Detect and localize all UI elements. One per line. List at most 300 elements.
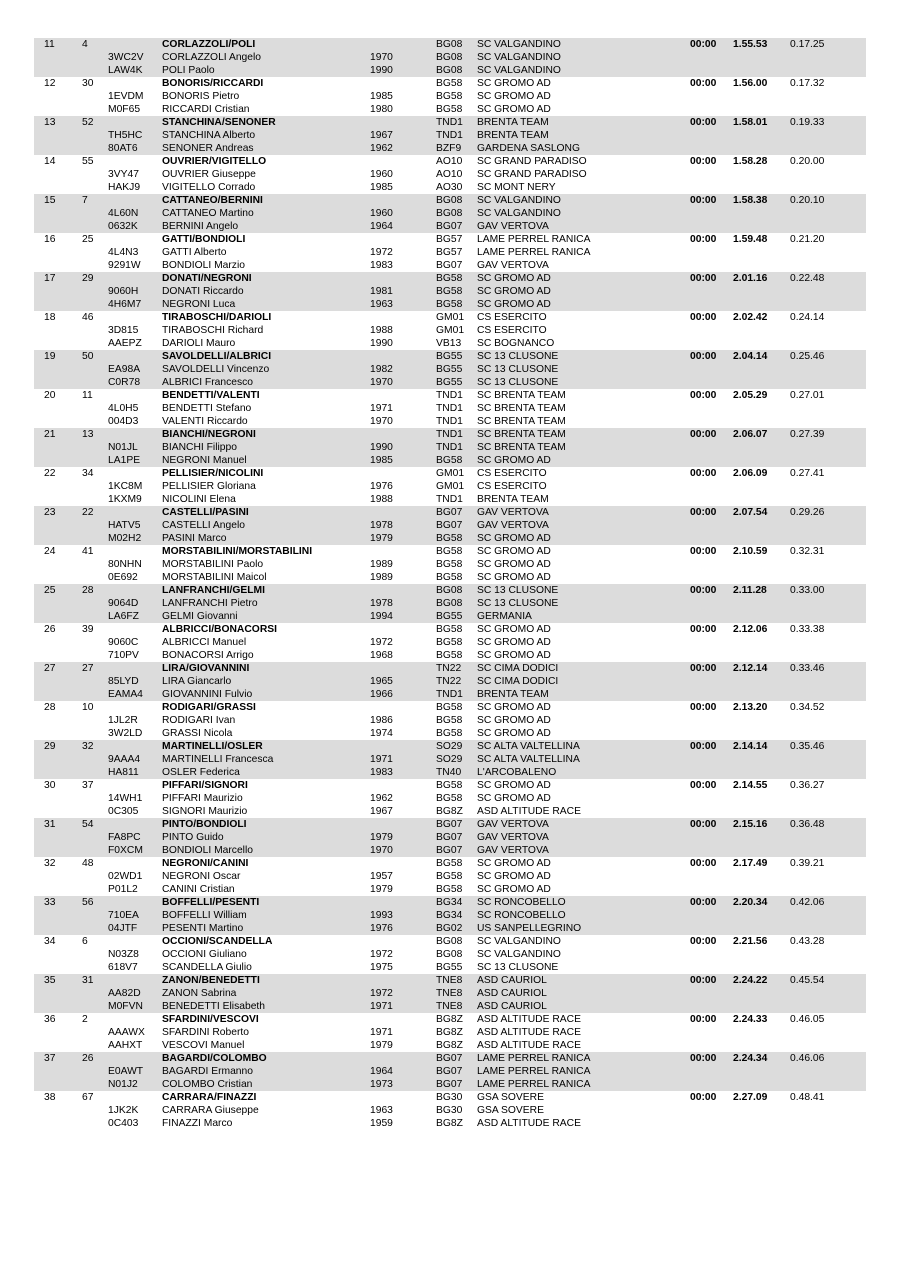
- birth-year: 1970: [370, 845, 393, 856]
- society-name: GAV VERTOVA: [477, 520, 549, 531]
- athlete-code: EA98A: [108, 364, 141, 375]
- society-name: SC 13 CLUSONE: [477, 364, 559, 375]
- athlete-code: N03Z8: [108, 949, 139, 960]
- birth-year: 1979: [370, 884, 393, 895]
- athlete-name: RODIGARI Ivan: [162, 715, 236, 726]
- bib-number: 34: [82, 468, 94, 479]
- bib-number: 52: [82, 117, 94, 128]
- athlete-row: [34, 948, 866, 961]
- team-name: PELLISIER/NICOLINI: [162, 468, 264, 479]
- team-name: OUVRIER/VIGITELLO: [162, 156, 267, 167]
- athlete-name: MORSTABILINI Maicol: [162, 572, 267, 583]
- bib-number: 55: [82, 156, 94, 167]
- birth-year: 1962: [370, 143, 393, 154]
- club-code: TN40: [436, 767, 462, 778]
- athlete-name: VIGITELLO Corrado: [162, 182, 256, 193]
- club-code: BG58: [436, 299, 463, 310]
- team-entry: [34, 623, 866, 662]
- society-name: SC ALTA VALTELLINA: [477, 754, 580, 765]
- time-gap: 0.34.52: [790, 702, 825, 713]
- team-name: BIANCHI/NEGRONI: [162, 429, 256, 440]
- team-name: SAVOLDELLI/ALBRICI: [162, 351, 272, 362]
- club-code: BG55: [436, 962, 463, 973]
- athlete-code: 710EA: [108, 910, 139, 921]
- start-time: 00:00: [690, 234, 717, 245]
- start-time: 00:00: [690, 1014, 717, 1025]
- club-code: BG58: [436, 572, 463, 583]
- bib-number: 25: [82, 234, 94, 245]
- athlete-row: [34, 766, 866, 779]
- birth-year: 1967: [370, 130, 393, 141]
- athlete-code: N01J2: [108, 1079, 138, 1090]
- athlete-name: BOFFELLI William: [162, 910, 247, 921]
- club-code: TNE8: [436, 1001, 463, 1012]
- athlete-row: [34, 675, 866, 688]
- athlete-row: [34, 1039, 866, 1052]
- athlete-row: [34, 922, 866, 935]
- athlete-name: CANINI Cristian: [162, 884, 235, 895]
- club-code: BG57: [436, 234, 463, 245]
- club-code: BG58: [436, 533, 463, 544]
- society-name: SC GROMO AD: [477, 286, 551, 297]
- athlete-code: 4L60N: [108, 208, 139, 219]
- team-entry: [34, 545, 866, 584]
- total-time: 2.13.20: [733, 702, 768, 713]
- club-code: BG58: [436, 559, 463, 570]
- time-gap: 0.27.01: [790, 390, 825, 401]
- time-gap: 0.20.10: [790, 195, 825, 206]
- society-name: GSA SOVERE: [477, 1092, 544, 1103]
- club-code: BG30: [436, 1105, 463, 1116]
- club-code: BG58: [436, 780, 463, 791]
- team-name: ZANON/BENEDETTI: [162, 975, 260, 986]
- total-time: 2.04.14: [733, 351, 768, 362]
- time-gap: 0.32.31: [790, 546, 825, 557]
- athlete-row: [34, 1065, 866, 1078]
- team-entry: [34, 1013, 866, 1052]
- birth-year: 1971: [370, 1027, 393, 1038]
- team-row: [34, 857, 866, 870]
- birth-year: 1979: [370, 1040, 393, 1051]
- birth-year: 1970: [370, 416, 393, 427]
- position: 11: [44, 39, 55, 50]
- bib-number: 32: [82, 741, 94, 752]
- athlete-name: VESCOVI Manuel: [162, 1040, 245, 1051]
- athlete-row: [34, 402, 866, 415]
- athlete-row: [34, 480, 866, 493]
- athlete-code: AA82D: [108, 988, 141, 999]
- athlete-name: GRASSI Nicola: [162, 728, 233, 739]
- athlete-name: BONACORSI Arrigo: [162, 650, 254, 661]
- society-name: SC CIMA DODICI: [477, 676, 559, 687]
- athlete-row: [34, 597, 866, 610]
- society-name: SC GROMO AD: [477, 858, 551, 869]
- team-row: [34, 467, 866, 480]
- athlete-name: COLOMBO Cristian: [162, 1079, 253, 1090]
- athlete-name: ALBRICI Francesco: [162, 377, 253, 388]
- athlete-row: [34, 1117, 866, 1130]
- club-code: VB13: [436, 338, 462, 349]
- club-code: BG58: [436, 286, 463, 297]
- society-name: GAV VERTOVA: [477, 507, 549, 518]
- athlete-row: [34, 610, 866, 623]
- athlete-name: GIOVANNINI Fulvio: [162, 689, 253, 700]
- birth-year: 1962: [370, 793, 393, 804]
- society-name: ASD ALTITUDE RACE: [477, 1014, 581, 1025]
- athlete-code: AAHXT: [108, 1040, 143, 1051]
- society-name: SC RONCOBELLO: [477, 897, 566, 908]
- club-code: BG07: [436, 845, 463, 856]
- birth-year: 1981: [370, 286, 393, 297]
- athlete-row: [34, 636, 866, 649]
- athlete-code: 0C305: [108, 806, 139, 817]
- club-code: TND1: [436, 390, 463, 401]
- birth-year: 1979: [370, 832, 393, 843]
- athlete-code: 4L0H5: [108, 403, 139, 414]
- athlete-row: [34, 727, 866, 740]
- club-code: GM01: [436, 325, 465, 336]
- athlete-name: CASTELLI Angelo: [162, 520, 245, 531]
- society-name: LAME PERREL RANICA: [477, 1066, 591, 1077]
- team-entry: [34, 389, 866, 428]
- total-time: 1.58.28: [733, 156, 768, 167]
- birth-year: 1971: [370, 1001, 393, 1012]
- results-table: [34, 38, 866, 1130]
- society-name: SC RONCOBELLO: [477, 910, 566, 921]
- bib-number: 2: [82, 1014, 88, 1025]
- athlete-code: 9291W: [108, 260, 141, 271]
- society-name: SC VALGANDINO: [477, 949, 561, 960]
- total-time: 2.14.14: [733, 741, 768, 752]
- athlete-row: [34, 831, 866, 844]
- society-name: GAV VERTOVA: [477, 819, 549, 830]
- club-code: BG07: [436, 520, 463, 531]
- club-code: BG30: [436, 1092, 463, 1103]
- athlete-name: BAGARDI Ermanno: [162, 1066, 253, 1077]
- birth-year: 1973: [370, 1079, 393, 1090]
- athlete-row: [34, 558, 866, 571]
- team-name: STANCHINA/SENONER: [162, 117, 276, 128]
- start-time: 00:00: [690, 1092, 717, 1103]
- team-row: [34, 1013, 866, 1026]
- society-name: SC VALGANDINO: [477, 65, 561, 76]
- society-name: SC GROMO AD: [477, 533, 551, 544]
- club-code: BG07: [436, 1079, 463, 1090]
- athlete-name: MORSTABILINI Paolo: [162, 559, 264, 570]
- birth-year: 1986: [370, 715, 393, 726]
- society-name: SC BOGNANCO: [477, 338, 555, 349]
- team-row: [34, 428, 866, 441]
- total-time: 2.12.06: [733, 624, 768, 635]
- athlete-name: SAVOLDELLI Vincenzo: [162, 364, 270, 375]
- start-time: 00:00: [690, 975, 717, 986]
- athlete-row: [34, 532, 866, 545]
- athlete-code: 80NHN: [108, 559, 142, 570]
- birth-year: 1990: [370, 338, 393, 349]
- team-name: SFARDINI/VESCOVI: [162, 1014, 259, 1025]
- team-entry: [34, 311, 866, 350]
- position: 16: [44, 234, 56, 245]
- start-time: 00:00: [690, 936, 717, 947]
- total-time: 1.59.48: [733, 234, 768, 245]
- club-code: BG07: [436, 260, 463, 271]
- time-gap: 0.46.06: [790, 1053, 825, 1064]
- team-row: [34, 1091, 866, 1104]
- society-name: SC GROMO AD: [477, 702, 551, 713]
- bib-number: 46: [82, 312, 94, 323]
- bib-number: 56: [82, 897, 94, 908]
- club-code: BG58: [436, 78, 463, 89]
- society-name: SC GROMO AD: [477, 871, 551, 882]
- club-code: BG08: [436, 39, 463, 50]
- team-entry: [34, 779, 866, 818]
- time-gap: 0.19.33: [790, 117, 825, 128]
- total-time: 2.20.34: [733, 897, 768, 908]
- athlete-row: [34, 207, 866, 220]
- athlete-row: [34, 714, 866, 727]
- athlete-name: BONORIS Pietro: [162, 91, 240, 102]
- club-code: BG58: [436, 273, 463, 284]
- bib-number: 37: [82, 780, 94, 791]
- athlete-name: GATTI Alberto: [162, 247, 227, 258]
- athlete-row: [34, 961, 866, 974]
- club-code: BG8Z: [436, 806, 463, 817]
- team-name: GATTI/BONDIOLI: [162, 234, 246, 245]
- bib-number: 54: [82, 819, 94, 830]
- athlete-code: TH5HC: [108, 130, 143, 141]
- club-code: SO29: [436, 754, 463, 765]
- athlete-code: 004D3: [108, 416, 139, 427]
- athlete-code: EAMA4: [108, 689, 143, 700]
- society-name: BRENTA TEAM: [477, 689, 549, 700]
- society-name: BRENTA TEAM: [477, 130, 549, 141]
- society-name: GARDENA SASLONG: [477, 143, 580, 154]
- society-name: ASD CAURIOL: [477, 975, 547, 986]
- club-code: TNE8: [436, 975, 463, 986]
- birth-year: 1989: [370, 572, 393, 583]
- birth-year: 1960: [370, 208, 393, 219]
- birth-year: 1971: [370, 403, 393, 414]
- club-code: BG55: [436, 364, 463, 375]
- club-code: BG58: [436, 702, 463, 713]
- team-row: [34, 272, 866, 285]
- society-name: ASD CAURIOL: [477, 988, 547, 999]
- society-name: SC GROMO AD: [477, 572, 551, 583]
- club-code: TND1: [436, 130, 463, 141]
- total-time: 2.15.16: [733, 819, 768, 830]
- team-row: [34, 506, 866, 519]
- birth-year: 1988: [370, 494, 393, 505]
- athlete-code: HAKJ9: [108, 182, 141, 193]
- club-code: BG55: [436, 377, 463, 388]
- athlete-code: LA1PE: [108, 455, 141, 466]
- athlete-row: [34, 298, 866, 311]
- athlete-name: DONATI Riccardo: [162, 286, 244, 297]
- society-name: SC GRAND PARADISO: [477, 169, 587, 180]
- team-row: [34, 662, 866, 675]
- start-time: 00:00: [690, 468, 717, 479]
- society-name: SC GROMO AD: [477, 104, 551, 115]
- team-row: [34, 818, 866, 831]
- athlete-code: 3WC2V: [108, 52, 144, 63]
- position: 36: [44, 1014, 56, 1025]
- position: 20: [44, 390, 56, 401]
- club-code: AO10: [436, 156, 463, 167]
- athlete-code: LAW4K: [108, 65, 143, 76]
- athlete-name: NEGRONI Manuel: [162, 455, 247, 466]
- bib-number: 22: [82, 507, 94, 518]
- time-gap: 0.20.00: [790, 156, 825, 167]
- start-time: 00:00: [690, 507, 717, 518]
- athlete-row: [34, 246, 866, 259]
- athlete-name: NICOLINI Elena: [162, 494, 236, 505]
- total-time: 2.24.33: [733, 1014, 768, 1025]
- bib-number: 50: [82, 351, 94, 362]
- society-name: SC VALGANDINO: [477, 39, 561, 50]
- athlete-code: 1KXM9: [108, 494, 142, 505]
- society-name: SC GROMO AD: [477, 455, 551, 466]
- position: 37: [44, 1053, 56, 1064]
- athlete-row: [34, 753, 866, 766]
- total-time: 2.07.54: [733, 507, 768, 518]
- athlete-name: OSLER Federica: [162, 767, 240, 778]
- time-gap: 0.22.48: [790, 273, 825, 284]
- club-code: BG34: [436, 897, 463, 908]
- birth-year: 1978: [370, 520, 393, 531]
- position: 30: [44, 780, 56, 791]
- birth-year: 1963: [370, 1105, 393, 1116]
- birth-year: 1960: [370, 169, 393, 180]
- team-entry: [34, 1091, 866, 1130]
- birth-year: 1965: [370, 676, 393, 687]
- athlete-code: 1KC8M: [108, 481, 143, 492]
- team-row: [34, 740, 866, 753]
- society-name: CS ESERCITO: [477, 312, 547, 323]
- society-name: ASD ALTITUDE RACE: [477, 1027, 581, 1038]
- society-name: GERMANIA: [477, 611, 532, 622]
- team-row: [34, 38, 866, 51]
- club-code: BG08: [436, 52, 463, 63]
- team-entry: [34, 428, 866, 467]
- time-gap: 0.24.14: [790, 312, 825, 323]
- athlete-name: OUVRIER Giuseppe: [162, 169, 256, 180]
- team-entry: [34, 818, 866, 857]
- bib-number: 7: [82, 195, 88, 206]
- team-entry: [34, 935, 866, 974]
- total-time: 2.12.14: [733, 663, 768, 674]
- society-name: SC GROMO AD: [477, 91, 551, 102]
- total-time: 2.21.56: [733, 936, 768, 947]
- club-code: BG58: [436, 637, 463, 648]
- athlete-row: [34, 883, 866, 896]
- athlete-name: NEGRONI Luca: [162, 299, 236, 310]
- athlete-name: CORLAZZOLI Angelo: [162, 52, 262, 63]
- time-gap: 0.21.20: [790, 234, 825, 245]
- total-time: 1.55.53: [733, 39, 768, 50]
- bib-number: 13: [82, 429, 94, 440]
- position: 18: [44, 312, 56, 323]
- society-name: CS ESERCITO: [477, 468, 547, 479]
- athlete-name: STANCHINA Alberto: [162, 130, 256, 141]
- athlete-row: [34, 376, 866, 389]
- team-row: [34, 935, 866, 948]
- society-name: SC 13 CLUSONE: [477, 598, 559, 609]
- position: 38: [44, 1092, 56, 1103]
- birth-year: 1994: [370, 611, 393, 622]
- bib-number: 28: [82, 585, 94, 596]
- start-time: 00:00: [690, 1053, 717, 1064]
- club-code: TND1: [436, 689, 463, 700]
- athlete-name: SIGNORI Maurizio: [162, 806, 248, 817]
- time-gap: 0.25.46: [790, 351, 825, 362]
- athlete-row: [34, 363, 866, 376]
- birth-year: 1985: [370, 455, 393, 466]
- team-entry: [34, 272, 866, 311]
- team-row: [34, 623, 866, 636]
- athlete-name: LANFRANCHI Pietro: [162, 598, 258, 609]
- position: 31: [44, 819, 56, 830]
- time-gap: 0.27.41: [790, 468, 825, 479]
- club-code: AO10: [436, 169, 463, 180]
- start-time: 00:00: [690, 312, 717, 323]
- athlete-row: [34, 870, 866, 883]
- society-name: CS ESERCITO: [477, 481, 547, 492]
- society-name: SC GROMO AD: [477, 624, 551, 635]
- society-name: SC GROMO AD: [477, 793, 551, 804]
- time-gap: 0.33.46: [790, 663, 825, 674]
- start-time: 00:00: [690, 585, 717, 596]
- athlete-name: BERNINI Angelo: [162, 221, 239, 232]
- club-code: BG55: [436, 611, 463, 622]
- birth-year: 1967: [370, 806, 393, 817]
- position: 22: [44, 468, 56, 479]
- time-gap: 0.27.39: [790, 429, 825, 440]
- society-name: SC GROMO AD: [477, 715, 551, 726]
- position: 24: [44, 546, 56, 557]
- team-row: [34, 155, 866, 168]
- team-entry: [34, 584, 866, 623]
- start-time: 00:00: [690, 741, 717, 752]
- birth-year: 1972: [370, 637, 393, 648]
- society-name: ASD ALTITUDE RACE: [477, 1118, 581, 1129]
- athlete-name: PINTO Guido: [162, 832, 224, 843]
- team-name: BAGARDI/COLOMBO: [162, 1053, 267, 1064]
- club-code: BG8Z: [436, 1027, 463, 1038]
- birth-year: 1985: [370, 91, 393, 102]
- start-time: 00:00: [690, 429, 717, 440]
- team-entry: [34, 701, 866, 740]
- society-name: BRENTA TEAM: [477, 117, 549, 128]
- athlete-name: TIRABOSCHI Richard: [162, 325, 264, 336]
- society-name: LAME PERREL RANICA: [477, 234, 591, 245]
- team-name: CASTELLI/PASINI: [162, 507, 249, 518]
- club-code: AO30: [436, 182, 463, 193]
- bib-number: 39: [82, 624, 94, 635]
- birth-year: 1976: [370, 481, 393, 492]
- birth-year: 1972: [370, 988, 393, 999]
- club-code: BG58: [436, 104, 463, 115]
- club-code: BZF9: [436, 143, 462, 154]
- team-entry: [34, 662, 866, 701]
- team-name: CATTANEO/BERNINI: [162, 195, 263, 206]
- team-entry: [34, 1052, 866, 1091]
- society-name: GAV VERTOVA: [477, 260, 549, 271]
- bib-number: 31: [82, 975, 94, 986]
- club-code: BG08: [436, 65, 463, 76]
- athlete-code: 3VY47: [108, 169, 139, 180]
- birth-year: 1990: [370, 65, 393, 76]
- society-name: SC 13 CLUSONE: [477, 585, 559, 596]
